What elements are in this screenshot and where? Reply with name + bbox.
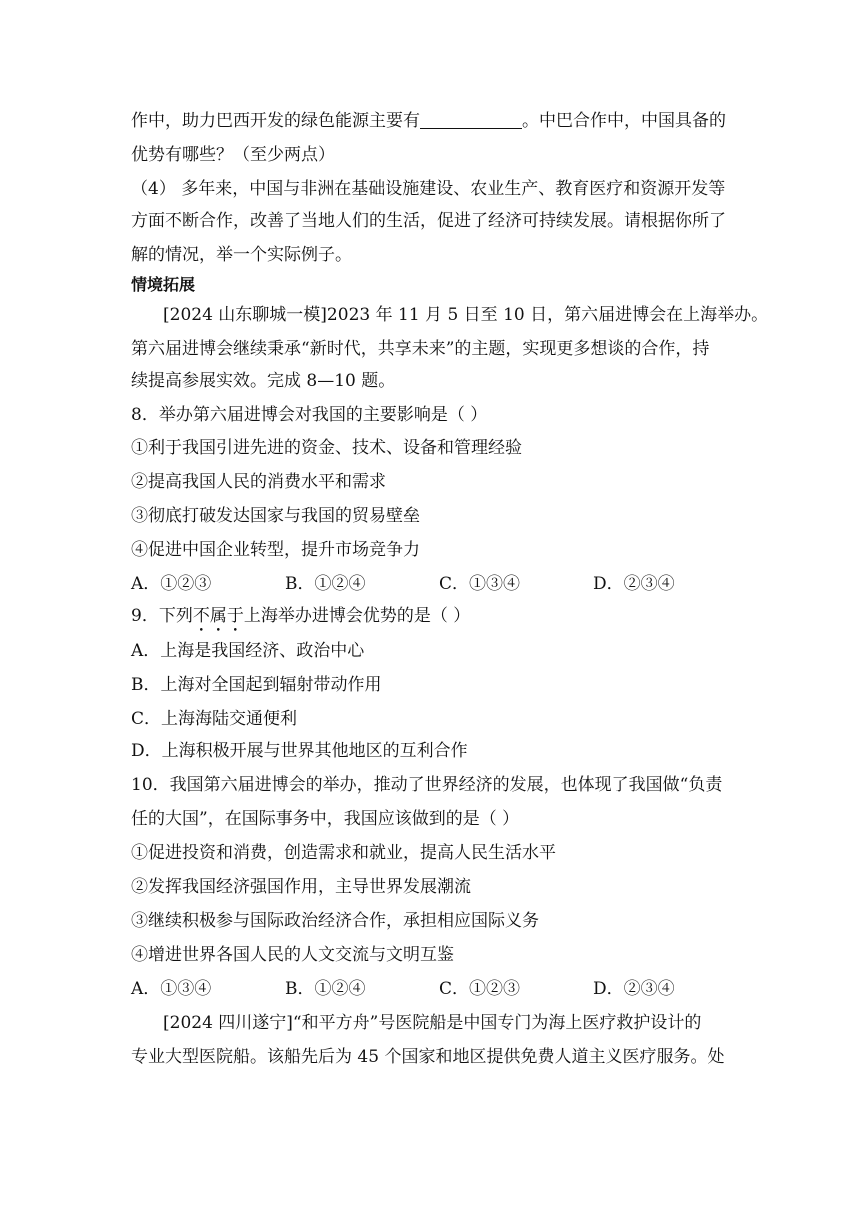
question-4-line-3: 解的情况，举一个实际例子。 — [131, 245, 352, 265]
option-a[interactable]: A．①②③ — [131, 574, 212, 594]
option-c[interactable]: C．①②③ — [439, 979, 521, 999]
question-continuation-line-2: 优势有哪些？（至少两点） — [131, 145, 335, 165]
material-2-line-1: [2024 四川遂宁]“和平方舟”号医院船是中国专门为海上医疗救护设计的 — [163, 1013, 702, 1033]
question-8-item: ②提高我国人民的消费水平和需求 — [131, 472, 386, 492]
question-8-item: ④促进中国企业转型，提升市场竞争力 — [131, 540, 420, 560]
question-10-item: ③继续积极参与国际政治经济合作，承担相应国际义务 — [131, 911, 539, 931]
question-9-option-a[interactable]: A．上海是我国经济、政治中心 — [131, 641, 365, 661]
option-d[interactable]: D．②③④ — [593, 574, 675, 594]
emphasized-char: 不 — [192, 606, 210, 626]
material-1-line-1: [2024 山东聊城一模]2023 年 11 月 5 日至 10 日，第六届进博会在上海举办。 — [163, 305, 769, 325]
question-9-stem — [131, 605, 731, 627]
question-9-option-d[interactable]: D．上海积极开展与世界其他地区的互利合作 — [131, 741, 468, 761]
material-1-line-2: 第六届进博会继续秉承“新时代，共享未来”的主题，实现更多想谈的合作，持 — [131, 339, 710, 359]
emphasized-char: 于 — [226, 606, 244, 626]
material-1-line-3: 续提高参展实效。完成 8—10 题。 — [131, 371, 396, 391]
question-10-line-2: 任的大国”，在国际事务中，我国应该做到的是（ ） — [131, 809, 520, 829]
option-a[interactable]: A．①③④ — [131, 979, 212, 999]
question-4-line-1: （4） 多年来，中国与非洲在基础设施建设、农业生产、教育医疗和资源开发等 — [131, 179, 726, 199]
question-continuation-line-1 — [131, 110, 731, 132]
option-b[interactable]: B．①②④ — [285, 574, 366, 594]
option-d[interactable]: D．②③④ — [593, 979, 675, 999]
material-2-line-2: 专业大型医院船。该船先后为 45 个国家和地区提供免费人道主义医疗服务。处 — [131, 1047, 725, 1067]
text-segment: 作中，助力巴西开发的绿色能源主要有 — [131, 111, 420, 131]
question-8-options — [131, 573, 731, 595]
question-8-item: ③彻底打破发达国家与我国的贸易壁垒 — [131, 506, 420, 526]
question-10-line-1: 10．我国第六届进博会的举办，推动了世界经济的发展，也体现了我国做“负责 — [131, 775, 723, 795]
text-segment: 9．下列 — [131, 606, 193, 626]
question-8-stem: 8．举办第六届进博会对我国的主要影响是（ ） — [131, 405, 488, 425]
question-10-options — [131, 978, 731, 1000]
question-8-item: ①利于我国引进先进的资金、技术、设备和管理经验 — [131, 438, 522, 458]
question-9-option-b[interactable]: B．上海对全国起到辐射带动作用 — [131, 675, 382, 695]
question-10-item: ①促进投资和消费，创造需求和就业，提高人民生活水平 — [131, 843, 556, 863]
section-title: 情境拓展 — [131, 275, 196, 294]
option-b[interactable]: B．①②④ — [285, 979, 366, 999]
question-10-item: ④增进世界各国人民的人文交流与文明互鉴 — [131, 945, 454, 965]
answer-blank[interactable] — [420, 111, 522, 129]
question-10-item: ②发挥我国经济强国作用，主导世界发展潮流 — [131, 877, 471, 897]
option-c[interactable]: C．①③④ — [439, 574, 521, 594]
text-segment: 上海举办进博会优势的是（ ） — [243, 606, 471, 626]
text-segment: 。中巴合作中，中国具备的 — [522, 111, 726, 131]
question-9-option-c[interactable]: C．上海海陆交通便利 — [131, 709, 298, 729]
question-4-line-2: 方面不断合作，改善了当地人们的生活，促进了经济可持续发展。请根据你所了 — [131, 211, 726, 231]
emphasized-char: 属 — [209, 606, 227, 626]
